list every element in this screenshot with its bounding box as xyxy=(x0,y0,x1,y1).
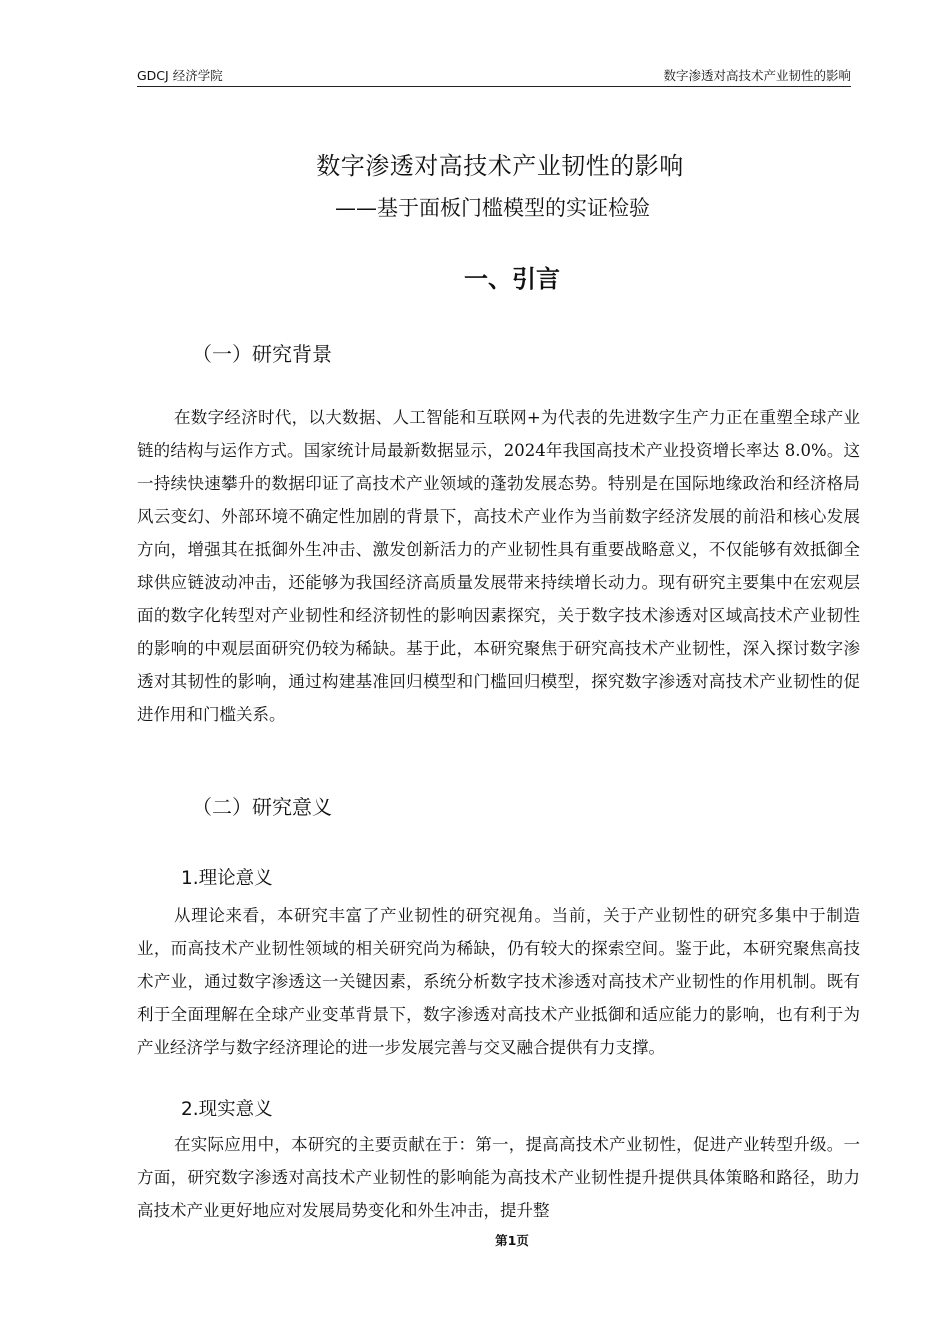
heading-theoretical-significance: 1.理论意义 xyxy=(181,868,273,889)
theoretical-significance-paragraph: 从理论来看，本研究丰富了产业韧性的研究视角。当前，关于产业韧性的研究多集中于制造业，而高技术产业韧性领域的相关研究尚为稀缺，仍有较大的探索空间。鉴于此，本研究聚焦高技术产业，通过数字渗透这一关键因素，系统分析数字技术渗透对高技术产业韧性的作用机制。既有利于全面理解在全球产业变革背景下，数字渗透对高技术产业抵御和适应能力的影响，也有利于为产业经济学与数字经济理论的进一步发展完善与交叉融合提供有力支撑。 xyxy=(137,906,860,1057)
subsection-heading-significance: （二）研究意义 xyxy=(192,795,332,819)
practical-significance-paragraph: 在实际应用中，本研究的主要贡献在于：第一，提高高技术产业韧性，促进产业转型升级。一方面，研究数字渗透对高技术产业韧性的影响能为高技术产业韧性提升提供具体策略和路径，助力高技术产业更好地应对发展局势变化和外生冲击，提升整 xyxy=(137,1135,860,1220)
subsection-heading-background: （一）研究背景 xyxy=(192,342,332,366)
page-header xyxy=(137,68,851,87)
header-left-text: GDCJ 经济学院 xyxy=(137,68,223,83)
paper-title: 数字渗透对高技术产业韧性的影响 xyxy=(316,152,684,180)
page-number: 第1页 xyxy=(495,1233,529,1248)
header-right-text: 数字渗透对高技术产业韧性的影响 xyxy=(663,68,851,83)
paper-subtitle: ——基于面板门槛模型的实证检验 xyxy=(335,196,650,220)
heading-practical-significance: 2.现实意义 xyxy=(181,1099,273,1120)
background-paragraph: 在数字经济时代，以大数据、人工智能和互联网+为代表的先进数字生产力正在重塑全球产业链的结构与运作方式。国家统计局最新数据显示，2024年我国高技术产业投资增长率达 8.0%。这一持续快速攀升的数据印证了高技术产业领域的蓬勃发展态势。特别是在国际地缘政治和经济格局风云变幻、外部环境不确定性加剧的背景下，高技术产业作为当前数字经济发展的前沿和核心发展方向，增强其在抵御外生冲击、激发创新活力的产业韧性具有重要战略意义，不仅能够有效抵御全球供应链波动冲击，还能够为我国经济高质量发展带来持续增长动力。现有研究主要集中在宏观层面的数字化转型对产业韧性和经济韧性的影响因素探究，关于数字技术渗透对区域高技术产业韧性的影响的中观层面研究仍较为稀缺。基于此，本研究聚焦于研究高技术产业韧性，深入探讨数字渗透对其韧性的影响，通过构建基准回归模型和门槛回归模型，探究数字渗透对高技术产业韧性的促进作用和门槛关系。 xyxy=(137,408,860,724)
section-heading-introduction: 一、引言 xyxy=(464,265,560,293)
